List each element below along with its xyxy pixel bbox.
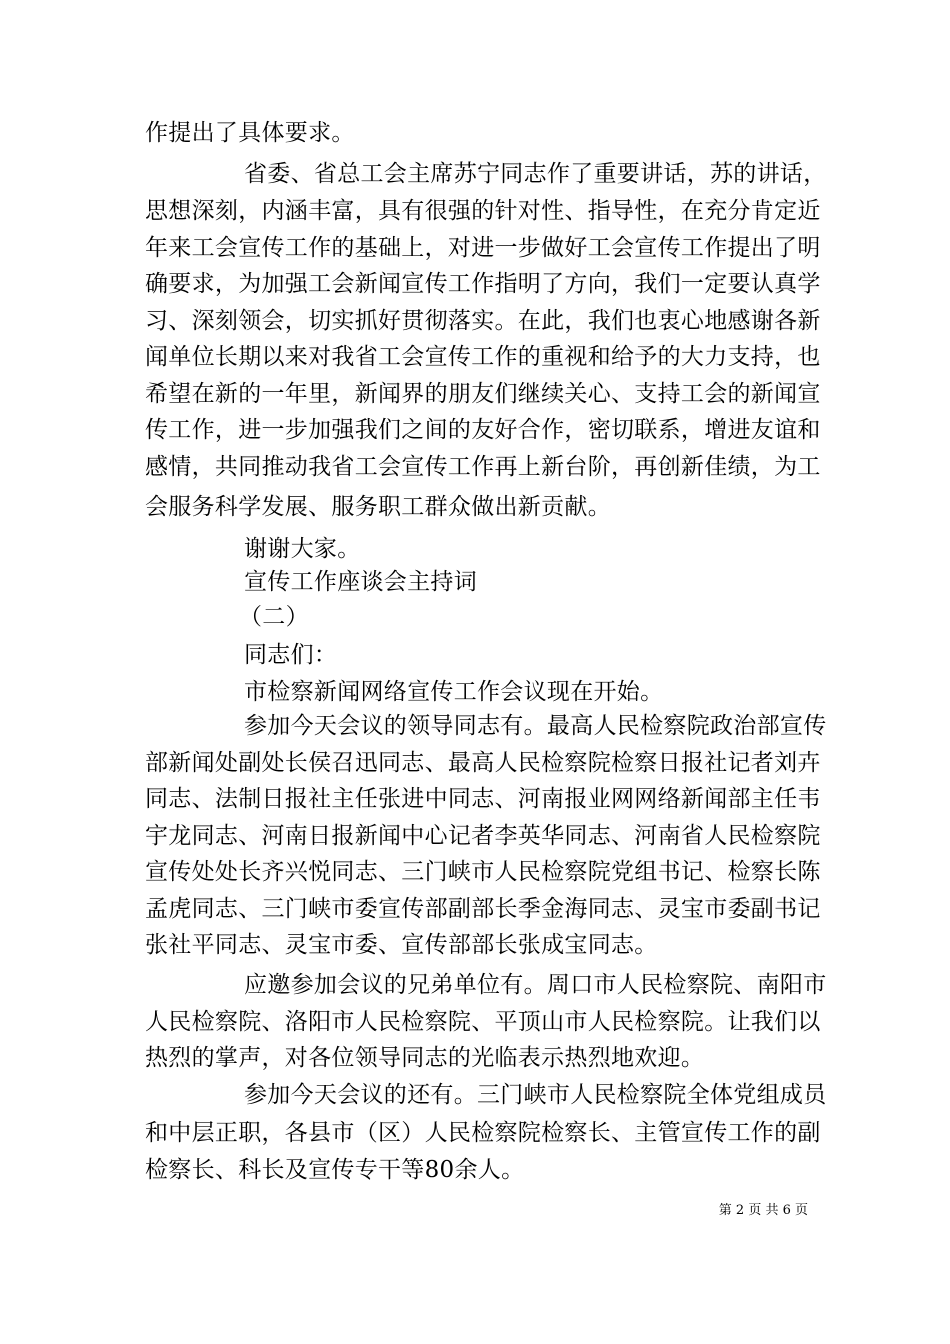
text-line: 希望在新的一年里，新闻界的朋友们继续关心、支持工会的新闻宣: [145, 381, 821, 407]
text-line: 作提出了具体要求。: [145, 120, 355, 146]
text-line: 传工作，进一步加强我们之间的友好合作，密切联系，增进友谊和: [145, 417, 821, 443]
text-line: 部新闻处副处长侯召迅同志、最高人民检察院检察日报社记者刘卉: [145, 750, 821, 776]
text-line: 孟虎同志、三门峡市委宣传部副部长季金海同志、灵宝市委副书记: [145, 896, 821, 922]
text-line: 宇龙同志、河南日报新闻中心记者李英华同志、河南省人民检察院: [145, 823, 821, 849]
text-line: 闻单位长期以来对我省工会宣传工作的重视和给予的大力支持，也: [145, 344, 821, 370]
text-line: 思想深刻，内涵丰富，具有很强的针对性、指导性，在充分肯定近: [145, 198, 821, 224]
text-line: 谢谢大家。: [244, 536, 361, 562]
text-line: 热烈的掌声，对各位领导同志的光临表示热烈地欢迎。: [145, 1045, 705, 1071]
text-line: 宣传处处长齐兴悦同志、三门峡市人民检察院党组书记、检察长陈: [145, 859, 821, 885]
text-line: 习、深刻领会，切实抓好贯彻落实。在此，我们也衷心地感谢各新: [145, 308, 821, 334]
section-title: 宣传工作座谈会主持词: [244, 569, 477, 595]
text-line: 张社平同志、灵宝市委、宣传部部长张成宝同志。: [145, 932, 658, 958]
text-line: 市检察新闻网络宣传工作会议现在开始。: [244, 679, 664, 705]
text-line: 和中层正职，各县市（区）人民检察院检察长、主管宣传工作的副: [145, 1120, 821, 1146]
text-line: 检察长、科长及宣传专干等80余人。: [145, 1157, 525, 1183]
text-line: 同志、法制日报社主任张进中同志、河南报业网网络新闻部主任韦: [145, 786, 821, 812]
text-line: 参加今天会议的还有。三门峡市人民检察院全体党组成员: [244, 1082, 827, 1108]
text-line: 省委、省总工会主席苏宁同志作了重要讲话，苏的讲话，: [244, 161, 827, 187]
text-line: 同志们：: [244, 642, 338, 668]
text-line: 确要求，为加强工会新闻宣传工作指明了方向，我们一定要认真学: [145, 271, 821, 297]
text-line: 应邀参加会议的兄弟单位有。周口市人民检察院、南阳市: [244, 972, 827, 998]
section-number: （二）: [239, 604, 309, 630]
text-line: 感情，共同推动我省工会宣传工作再上新台阶，再创新佳绩，为工: [145, 454, 821, 480]
text-line: 年来工会宣传工作的基础上，对进一步做好工会宣传工作提出了明: [145, 235, 821, 261]
text-line: 人民检察院、洛阳市人民检察院、平顶山市人民检察院。让我们以: [145, 1009, 821, 1035]
text-line: 会服务科学发展、服务职工群众做出新贡献。: [145, 494, 611, 520]
text-line: 参加今天会议的领导同志有。最高人民检察院政治部宣传: [244, 713, 827, 739]
page-footer: 第 2 页 共 6 页: [718, 1203, 808, 1218]
